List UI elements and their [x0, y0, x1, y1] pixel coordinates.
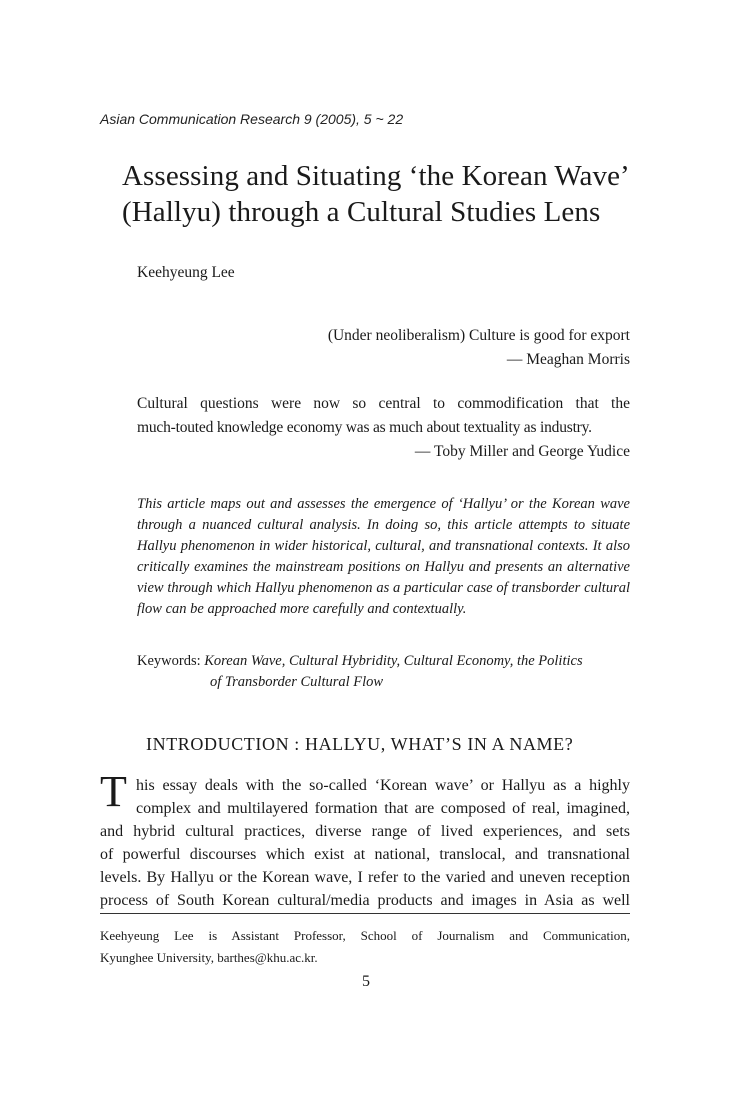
footnote-divider — [100, 913, 630, 914]
body-line: levels. By Hallyu or the Korean wave, I refer to the varied and uneven reception — [100, 869, 630, 886]
page-number: 5 — [362, 973, 370, 990]
drop-cap: T — [100, 767, 127, 816]
keywords-line-1: Korean Wave, Cultural Hybridity, Cultural Economy, the Politics — [204, 653, 583, 669]
body-line: process of South Korean cultural/media products and images in Asia as well — [100, 892, 630, 909]
body-line: complex and multilayered formation that are composed of real, imagined, — [136, 800, 630, 817]
author-footnote — [100, 925, 630, 969]
body-line: his essay deals with the so-called ‘Korean wave’ or Hallyu as a highly — [136, 777, 630, 794]
keywords-line-2: of Transborder Cultural Flow — [210, 674, 384, 690]
body-line: and hybrid cultural practices, diverse range of lived experiences, and sets — [100, 823, 630, 840]
epigraph-2-quote-line-2: much-touted knowledge economy was as much about textuality as industry. — [137, 419, 592, 436]
keywords — [137, 651, 630, 672]
epigraph-2-quote-line-1: Cultural questions were now so central to commodification that the — [137, 395, 630, 412]
journal-citation: Asian Communication Research 9 (2005), 5 ~ 22 — [100, 111, 404, 127]
body-line: of powerful discourses which exist at national, translocal, and transnational — [100, 846, 630, 863]
keywords-label: Keywords: — [137, 653, 201, 669]
article-title: Assessing and Situating ‘the Korean Wave’ (Hallyu) through a Cultural Studies Lens — [122, 160, 628, 228]
epigraph-2-attribution: — Toby Miller and George Yudice — [414, 443, 630, 460]
body-paragraph — [100, 774, 630, 912]
article-author: Keehyeung Lee — [137, 264, 235, 281]
epigraph-1-attribution: — Meaghan Morris — [506, 351, 630, 368]
footnote-line-2: Kyunghee University, barthes@khu.ac.kr. — [100, 950, 318, 965]
abstract: This article maps out and assesses the emergence of ‘Hallyu’ or the Korean wave through a nuanced cultural analysis. In doing so, this article attempts to situate Hallyu phenomenon in wider historical, cultural, and transnational contexts. It also critically examines the mainstream positions on Hallyu and presents an alternative view through which Hallyu phenomenon as a particular case of transborder cultural flow can be approached more carefully and contextually. — [137, 496, 630, 617]
epigraph-1-quote: (Under neoliberalism) Culture is good for export — [327, 327, 630, 344]
section-heading: INTRODUCTION : HALLYU, WHAT’S IN A NAME? — [146, 734, 574, 754]
footnote-line-1: Keehyeung Lee is Assistant Professor, School of Journalism and Communication, — [100, 928, 630, 943]
